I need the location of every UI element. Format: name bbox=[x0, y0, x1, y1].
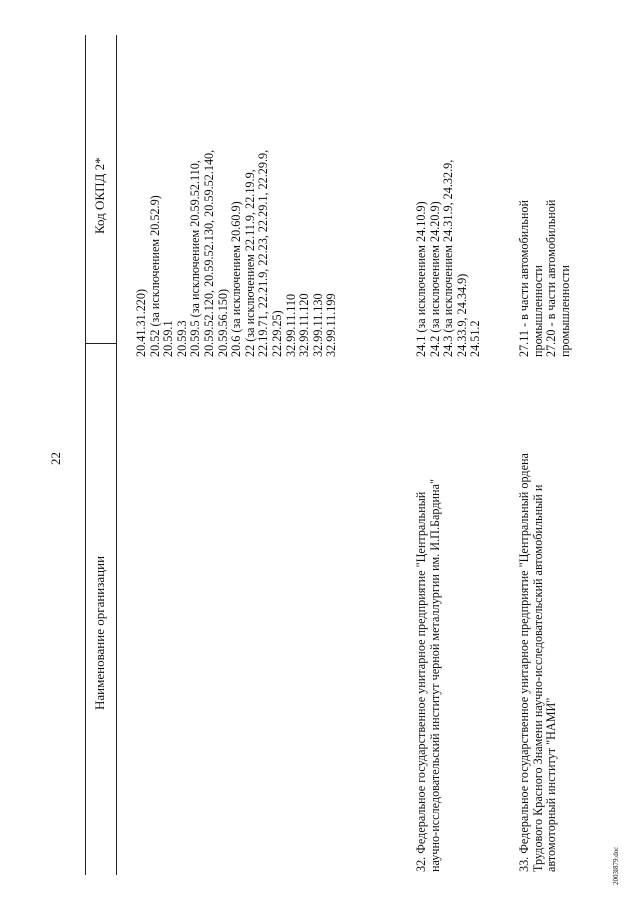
code-line: промышленности bbox=[557, 265, 572, 357]
organization-name bbox=[518, 352, 559, 872]
footer-filename: 2003l879.doc bbox=[612, 846, 620, 885]
code-line: 24.3 (за исключением 24.31.9, 24.32.9, bbox=[441, 159, 456, 357]
code-line: 32.99.11.130 bbox=[310, 293, 325, 357]
code-list bbox=[415, 17, 483, 357]
code-line: 20.59.56.150) bbox=[215, 288, 230, 357]
code-line: 20.6 (за исключением 20.60.9) bbox=[229, 201, 244, 357]
code-line: 24.51.2 bbox=[468, 320, 483, 357]
code-line: 32.99.11.110 bbox=[283, 293, 298, 357]
name-line: автомоторный институт "НАМИ" bbox=[544, 697, 559, 872]
name-line: Трудового Красного Знамени научно-исследовательский автомобильный и bbox=[530, 484, 545, 872]
code-line: 20.59.5 (за исключением 20.59.52.110, bbox=[188, 160, 203, 357]
code-line: 22.19.71, 22.21.9, 22.23, 22.29.1, 22.29.9, bbox=[256, 149, 271, 357]
name-line: 33. Федеральное государственное унитарное предприятие "Центральный ордена bbox=[517, 453, 531, 872]
code-line: 27.11 - в части автомобильной bbox=[517, 200, 531, 357]
code-line: 27.20 - в части автомобильной bbox=[544, 199, 559, 357]
code-line: промышленности bbox=[530, 265, 545, 357]
code-list bbox=[518, 17, 572, 357]
table-header-border bbox=[116, 35, 117, 875]
code-line: 22 (за исключением 22.11.9, 22.19.9, bbox=[242, 169, 257, 357]
code-line: 20.59.52.120, 20.59.52.130, 20.59.52.140, bbox=[201, 149, 216, 357]
code-line: 20.59.3 bbox=[174, 320, 189, 357]
code-line: 20.59.1 bbox=[161, 320, 176, 357]
name-line: научно-исследовательский институт черной металлургии им. И.П.Бардина" bbox=[427, 479, 442, 872]
name-line: 32. Федеральное государственное унитарное предприятие "Центральный bbox=[414, 491, 428, 872]
code-line: 20.41.31.220) bbox=[134, 288, 148, 357]
header-okpd2-code: Код ОКПД 2* bbox=[92, 157, 107, 234]
code-line: 32.99.11.199 bbox=[324, 293, 339, 357]
code-line: 32.99.11.120 bbox=[297, 293, 312, 357]
code-line: 24.33.9, 24.34.9) bbox=[454, 273, 469, 357]
table-column-divider bbox=[85, 343, 116, 344]
code-line: 24.1 (за исключением 24.10.9) bbox=[414, 201, 428, 357]
header-organization-name: Наименование организации bbox=[92, 555, 107, 710]
organization-name bbox=[415, 352, 442, 872]
code-line: 20.52 (за исключением 20.52.9) bbox=[147, 195, 162, 357]
table-top-border bbox=[85, 35, 86, 875]
code-line: 24.2 (за исключением 24.20.9) bbox=[427, 201, 442, 357]
code-line: 22.29.25) bbox=[269, 310, 284, 357]
code-list bbox=[135, 17, 339, 357]
page-number: 22 bbox=[48, 452, 63, 465]
